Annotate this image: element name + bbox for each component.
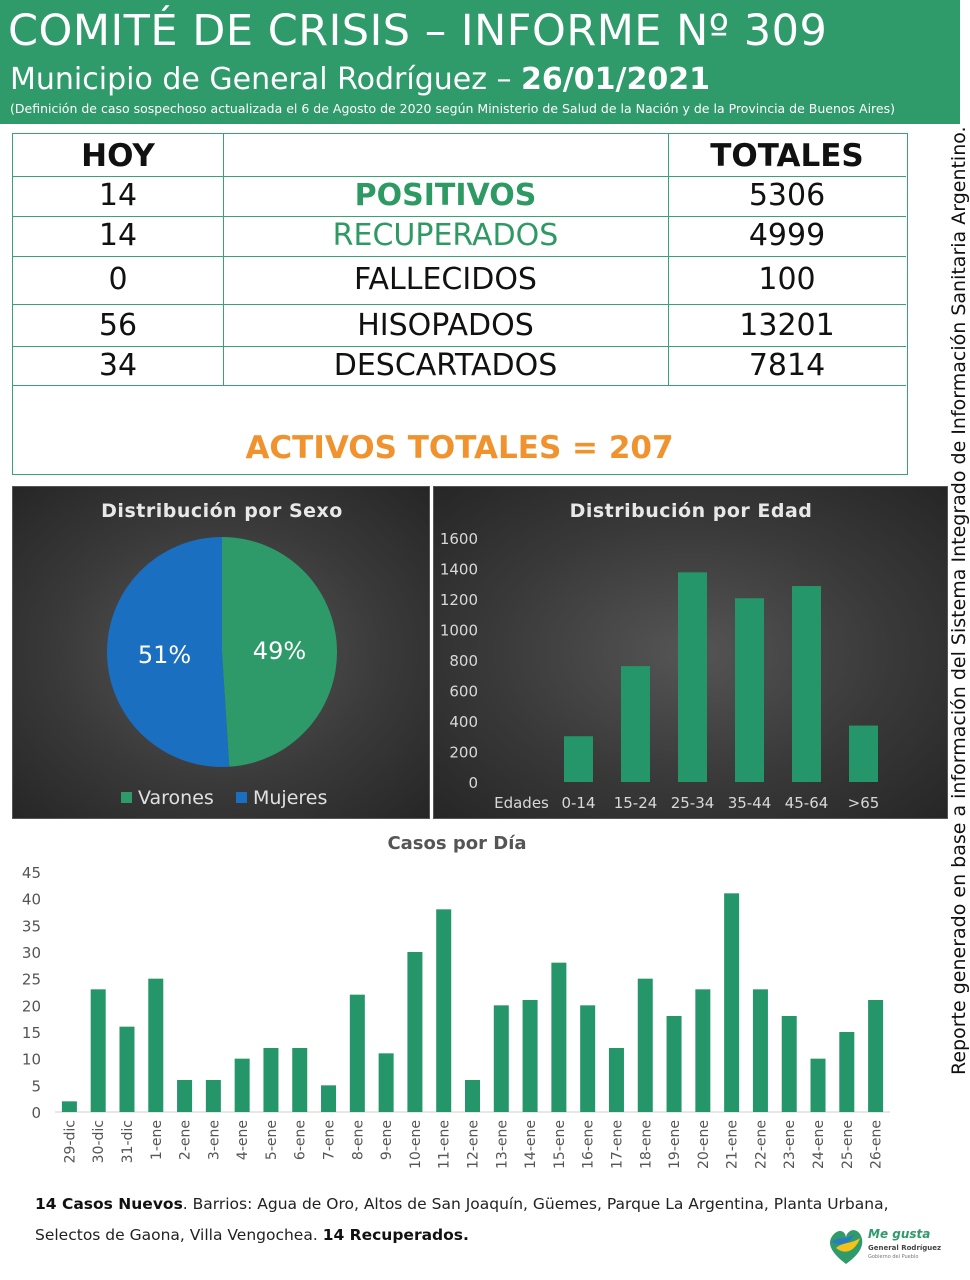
fallecidos-today: 0 <box>108 262 128 297</box>
fallecidos-label: FALLECIDOS <box>354 262 537 297</box>
x-tick-label: 31-dic <box>119 1120 136 1164</box>
x-tick-label: 8-ene <box>350 1120 367 1161</box>
fallecidos-total: 100 <box>758 262 816 297</box>
x-tick-label: 45-64 <box>784 794 829 812</box>
stats-table <box>12 133 908 475</box>
chart-title: Distribución por Sexo <box>101 500 343 522</box>
y-tick-label: 40 <box>21 890 41 909</box>
new-cases-count: 14 Casos Nuevos <box>35 1195 183 1213</box>
bar-day-16-ene <box>580 1005 595 1112</box>
logo-line2: General Rodríguez <box>868 1244 942 1252</box>
y-tick-label: 1200 <box>439 591 478 609</box>
y-tick-label: 30 <box>21 944 41 962</box>
bar-day-4-ene <box>235 1059 250 1112</box>
x-tick-label: 9-ene <box>379 1120 396 1161</box>
chart-title: Distribución por Edad <box>569 500 813 522</box>
positivos-label: POSITIVOS <box>354 178 537 213</box>
chart-title: Casos por Día <box>387 833 527 854</box>
report-subtitle <box>10 62 710 97</box>
table-divider <box>13 304 906 305</box>
bar-day-11-ene <box>436 909 451 1112</box>
daily-cases-chart <box>0 826 920 1186</box>
x-tick-label: 22-ene <box>753 1120 770 1169</box>
column-header-today: HOY <box>81 138 155 174</box>
hisopados-total: 13201 <box>739 308 835 343</box>
bar-day-23-ene <box>782 1016 797 1112</box>
bar-day-2-ene <box>177 1080 192 1112</box>
positivos-total: 5306 <box>748 178 826 213</box>
x-tick-label: >65 <box>847 794 880 812</box>
active-cases-total: ACTIVOS TOTALES = 207 <box>245 430 674 466</box>
table-divider <box>13 256 906 257</box>
bar-day-30-dic <box>91 989 106 1112</box>
y-tick-label: 5 <box>31 1077 41 1096</box>
descartados-total: 7814 <box>748 348 826 383</box>
x-tick-label: 4-ene <box>235 1120 252 1161</box>
column-header-totals: TOTALES <box>710 138 864 174</box>
bar-day-15-ene <box>551 963 566 1112</box>
header-banner <box>0 0 960 124</box>
y-tick-label: 15 <box>21 1024 41 1042</box>
recuperados-today: 14 <box>98 218 138 253</box>
age-distribution-chart <box>433 486 948 819</box>
case-definition-note: (Definición de caso sospechoso actualizada el 6 de Agosto de 2020 según Ministerio de Salud de la Nación y de la Provincia de Buenos Aires) <box>10 101 895 116</box>
x-tick-label: 12-ene <box>465 1120 482 1169</box>
x-tick-label: 30-dic <box>91 1120 108 1164</box>
y-tick-label: 200 <box>449 743 478 762</box>
x-tick-label: 0-14 <box>561 794 596 812</box>
bar-age-35-44 <box>735 598 764 782</box>
x-tick-label: 1-ene <box>148 1120 165 1161</box>
bar-day-24-ene <box>811 1059 826 1112</box>
x-tick-label: 19-ene <box>667 1120 684 1169</box>
x-tick-label: 29-dic <box>62 1120 79 1164</box>
daily-chart-svg <box>0 826 920 1186</box>
logo-line3: Gobierno del Pueblo <box>868 1254 919 1260</box>
bar-age-15-24 <box>621 666 650 782</box>
bar-day-3-ene <box>206 1080 221 1112</box>
x-tick-label: 24-ene <box>811 1120 828 1169</box>
bar-day-25-ene <box>839 1032 854 1112</box>
x-tick-label: 15-ene <box>551 1120 568 1169</box>
neighborhoods-list: . Barrios: Agua de Oro, Altos de San Joaquín, Güemes, Parque La Argentina, Planta Urbana, Selectos de Gaona, Villa Vengochea. <box>35 1195 889 1244</box>
bar-day-18-ene <box>638 979 653 1112</box>
x-tick-label: 6-ene <box>292 1120 309 1161</box>
hisopados-today: 56 <box>98 308 138 343</box>
x-tick-label: 7-ene <box>321 1120 338 1161</box>
x-tick-label: 23-ene <box>782 1120 799 1169</box>
x-tick-label: 18-ene <box>638 1120 655 1169</box>
x-axis-label: Edades <box>494 794 549 812</box>
x-tick-label: 15-24 <box>613 794 658 812</box>
bar-age-45-64 <box>792 586 821 782</box>
legend-label-mujeres: Mujeres <box>253 787 328 809</box>
sex-distribution-chart <box>12 486 430 819</box>
bar-day-29-dic <box>62 1101 77 1112</box>
bar-day-6-ene <box>292 1048 307 1112</box>
pie-data-label: 51% <box>137 640 192 669</box>
pie-chart-svg <box>13 487 431 820</box>
recuperados-total: 4999 <box>748 218 826 253</box>
y-tick-label: 25 <box>21 970 41 989</box>
y-tick-label: 35 <box>21 917 41 936</box>
x-tick-label: 25-34 <box>670 794 715 812</box>
legend-swatch-varones <box>121 792 132 803</box>
y-tick-label: 400 <box>449 713 478 731</box>
bar-day-1-ene <box>148 979 163 1112</box>
positivos-today: 14 <box>98 178 138 213</box>
y-tick-label: 0 <box>468 774 478 792</box>
bar-day-10-ene <box>407 952 422 1112</box>
x-tick-label: 20-ene <box>695 1120 712 1169</box>
municipality-logo <box>826 1222 942 1268</box>
y-tick-label: 20 <box>21 997 41 1016</box>
bar-day-19-ene <box>667 1016 682 1112</box>
bar-day-13-ene <box>494 1005 509 1112</box>
x-tick-label: 21-ene <box>724 1120 741 1169</box>
y-tick-label: 10 <box>21 1050 41 1069</box>
descartados-label: DESCARTADOS <box>333 348 558 383</box>
report-date: 26/01/2021 <box>521 62 710 97</box>
recuperados-label: RECUPERADOS <box>332 218 559 253</box>
x-tick-label: 3-ene <box>206 1120 223 1161</box>
legend-swatch-mujeres <box>236 792 247 803</box>
age-chart-svg <box>434 487 949 820</box>
x-tick-label: 17-ene <box>609 1120 626 1169</box>
bar-age-0-14 <box>564 736 593 782</box>
y-tick-label: 800 <box>449 652 478 670</box>
bar-day-8-ene <box>350 995 365 1112</box>
bar-age->65 <box>849 726 878 782</box>
legend-label-varones: Varones <box>138 787 214 809</box>
y-tick-label: 600 <box>449 682 478 701</box>
y-tick-label: 1600 <box>439 530 478 548</box>
x-tick-label: 26-ene <box>868 1120 885 1169</box>
pie-data-label: 49% <box>252 637 307 666</box>
heart-logo-icon <box>826 1222 942 1268</box>
bar-day-12-ene <box>465 1080 480 1112</box>
bar-day-26-ene <box>868 1000 883 1112</box>
report-title: COMITÉ DE CRISIS – INFORME Nº 309 <box>8 6 828 56</box>
bar-day-5-ene <box>263 1048 278 1112</box>
hisopados-label: HISOPADOS <box>357 308 534 343</box>
y-tick-label: 1400 <box>439 560 478 579</box>
bar-day-17-ene <box>609 1048 624 1112</box>
bar-day-14-ene <box>523 1000 538 1112</box>
subtitle-municipality: Municipio de General Rodríguez – <box>10 62 522 97</box>
recovered-count: 14 Recuperados. <box>322 1226 469 1244</box>
x-tick-label: 35-44 <box>727 794 772 812</box>
bar-day-9-ene <box>379 1053 394 1112</box>
descartados-today: 34 <box>98 348 138 383</box>
logo-line1: Me gusta <box>868 1227 931 1241</box>
bar-age-25-34 <box>678 572 707 782</box>
x-tick-label: 5-ene <box>263 1120 280 1161</box>
y-tick-label: 1000 <box>439 621 478 640</box>
bar-day-20-ene <box>695 989 710 1112</box>
bar-day-7-ene <box>321 1085 336 1112</box>
y-tick-label: 45 <box>21 864 41 882</box>
bar-day-21-ene <box>724 893 739 1112</box>
data-source-note: Reporte generado en base a información del Sistema Integrado de Información Sanitaria Argentino. <box>948 126 970 1075</box>
footer-summary <box>35 1189 895 1251</box>
x-tick-label: 13-ene <box>494 1120 511 1169</box>
x-tick-label: 16-ene <box>580 1120 597 1169</box>
x-tick-label: 11-ene <box>436 1120 453 1169</box>
y-tick-label: 0 <box>31 1104 41 1122</box>
x-tick-label: 14-ene <box>523 1120 540 1169</box>
x-tick-label: 10-ene <box>407 1120 424 1169</box>
bar-day-22-ene <box>753 989 768 1112</box>
bar-day-31-dic <box>119 1027 134 1112</box>
x-tick-label: 2-ene <box>177 1120 194 1161</box>
x-tick-label: 25-ene <box>839 1120 856 1169</box>
